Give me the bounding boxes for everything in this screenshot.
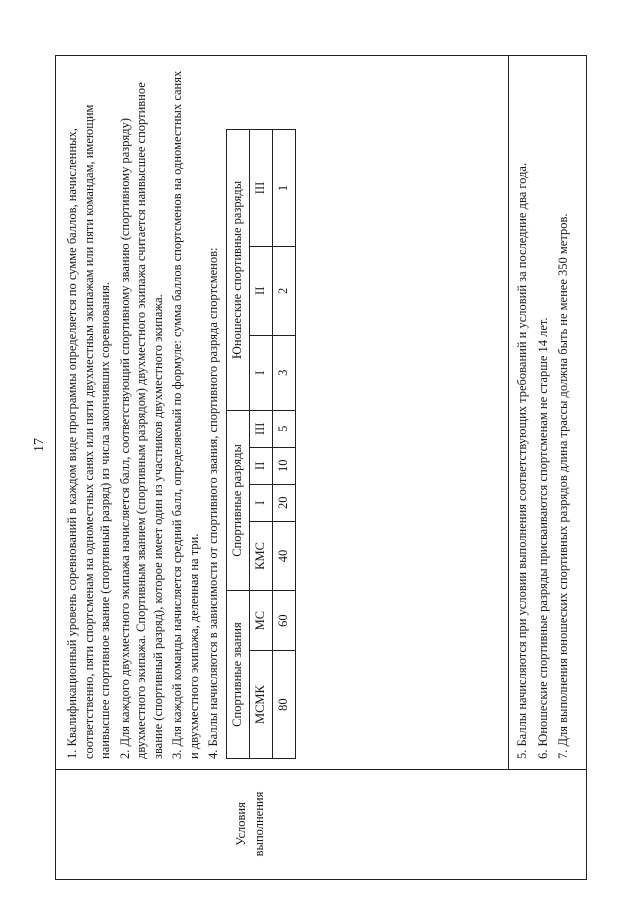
group-header-ranks: Спортивные разряды [226, 410, 249, 590]
column-header-row [249, 130, 272, 759]
col-header: МС [249, 591, 272, 651]
score-cell: 60 [272, 591, 295, 651]
col-header: II [249, 447, 272, 484]
col-header: МСМК [249, 651, 272, 759]
conditions-content-cell [56, 56, 586, 769]
col-header: I [249, 484, 272, 521]
paragraph-3: 3. Для каждой команды начисляется средний балл, определяемый по формуле: сумма баллов спортсменов на одноместных санях и двухместного экипажа, деленная на три. [170, 70, 201, 759]
notes-text [512, 56, 576, 769]
note-5: 5. Баллы начисляются при условии выполнения соответствующих требований и условий за последние два года. [515, 162, 529, 759]
note-6: 6. Юношеские спортивные разряды присваиваются спортсменам не старше 14 лет. [535, 317, 550, 759]
group-header-youth-ranks: Юношеские спортивные разряды [226, 130, 249, 411]
col-header: III [249, 130, 272, 247]
page-number: 17 [32, 438, 47, 452]
group-header-titles: Спортивные звания [226, 591, 249, 759]
values-row [272, 130, 295, 759]
score-cell: 80 [272, 651, 295, 759]
paragraph-4: 4. Баллы начисляются в зависимости от спортивного звания, спортивного разряда спортсменов: [206, 247, 220, 759]
rules-text [56, 56, 296, 769]
scores-table [226, 129, 296, 759]
conditions-label-cell [56, 769, 586, 879]
score-cell: 3 [272, 335, 295, 410]
col-header: III [249, 410, 272, 447]
group-header-row [226, 130, 249, 759]
conditions-label-line1: Условия [234, 802, 248, 846]
conditions-label [232, 769, 268, 879]
score-cell: 20 [272, 484, 295, 521]
score-cell: 10 [272, 447, 295, 484]
col-header: I [249, 335, 272, 410]
col-header: КМС [249, 521, 272, 590]
section-divider [508, 56, 509, 769]
paragraph-2: 2. Для каждого двухместного экипажа начисляется балл, соответствующий спортивному званию (спортивному разряду) двухместного экипажа. Спортивным званием (спортивным разрядом) двухместного экипажа считается наивысшее спортивное звание (спортивный разряд), которое имеет один из участников двухместного экипажа. [117, 82, 165, 759]
conditions-label-line2: выполнения [252, 791, 266, 857]
col-header: II [249, 246, 272, 335]
score-cell: 2 [272, 246, 295, 335]
score-cell: 1 [272, 130, 295, 247]
note-7: 7. Для выполнения юношеских спортивных разрядов длина трассы должна быть не менее 350 метров. [556, 213, 570, 759]
rotated-document [55, 55, 587, 880]
score-cell: 5 [272, 410, 295, 447]
conditions-table-frame [55, 55, 587, 880]
paragraph-1: 1. Квалификационный уровень соревнований в каждом виде программы определяется по сумме баллов, начисленных, соответственно, пяти спортсменам на одноместных санях или пяти двухместным экипажам или пяти командам, имеющим наивысшее спортивное звание (спортивный разряд) из числа закончивших соревнования. [65, 104, 112, 759]
score-cell: 40 [272, 521, 295, 590]
